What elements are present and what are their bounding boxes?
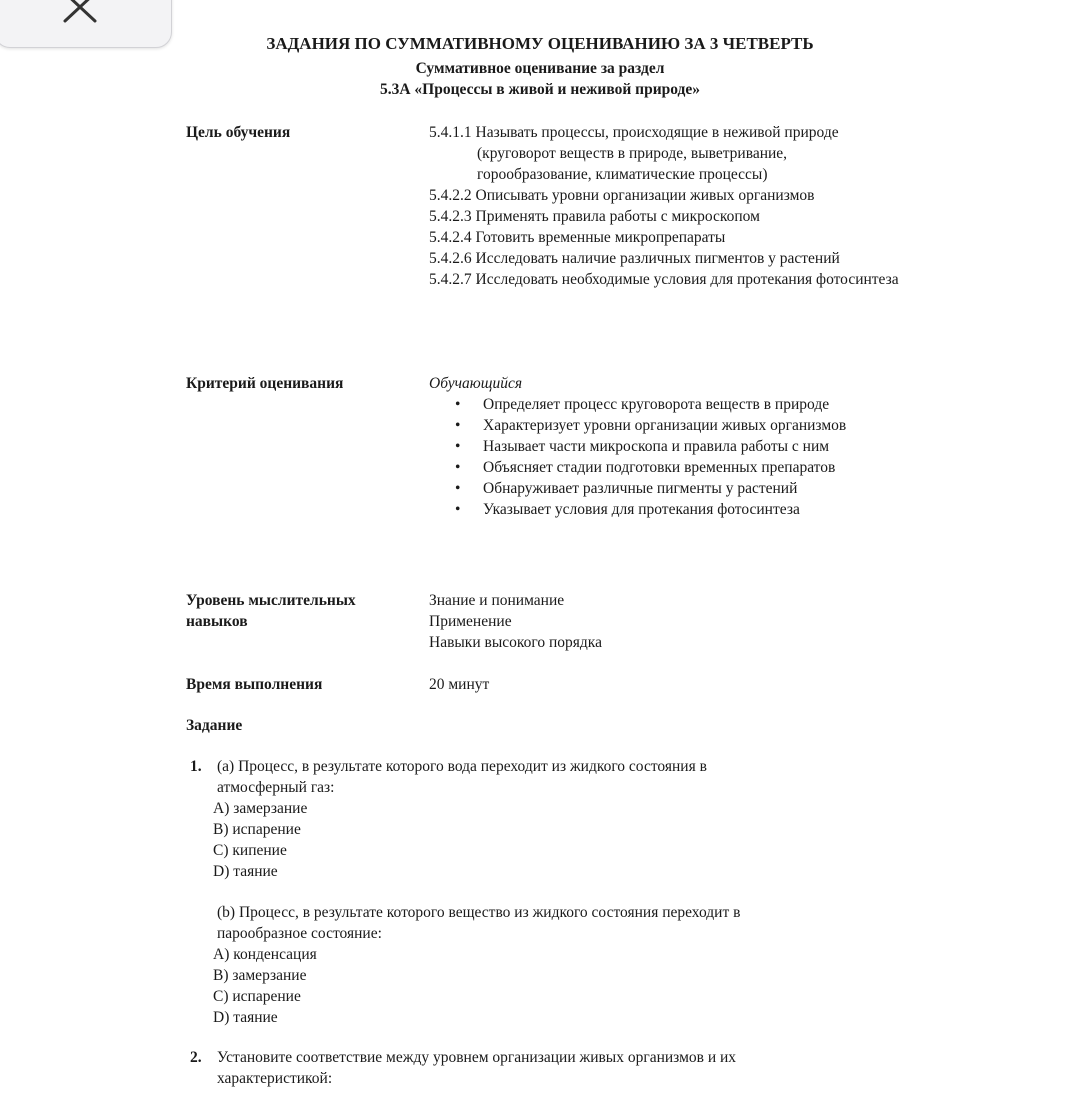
- skill-item: Применение: [429, 613, 512, 630]
- answer-option: A) замерзание: [213, 800, 308, 817]
- skills-label-line: навыков: [186, 613, 248, 630]
- answer-option: C) кипение: [213, 842, 287, 859]
- criteria-intro: Обучающийся: [429, 375, 523, 392]
- question-number: 2.: [190, 1049, 202, 1066]
- question-1a-text: [217, 756, 906, 798]
- option-list: [213, 798, 906, 882]
- criteria-item: • Характеризует уровни организации живых организмов: [429, 415, 896, 436]
- question-line: (b) Процесс, в результате которого вещество из жидкого состояния переходит в: [217, 904, 741, 921]
- goal-item: 5.4.2.4 Готовить временные микропрепараты: [429, 229, 726, 246]
- question-line: атмосферный газ:: [217, 779, 335, 796]
- question-line: Установите соответствие между уровнем организации живых организмов и их: [217, 1049, 737, 1066]
- criteria-label: Критерий оценивания: [186, 375, 344, 392]
- question-line: парообразное состояние:: [217, 925, 382, 942]
- skills-label-line: Уровень мыслительных: [186, 592, 356, 609]
- skill-item: Знание и понимание: [429, 592, 565, 609]
- goal-item: 5.4.2.3 Применять правила работы с микроскопом: [429, 208, 760, 225]
- answer-option: D) таяние: [213, 1009, 278, 1026]
- question-line: (a) Процесс, в результате которого вода переходит из жидкого состояния в: [217, 758, 707, 775]
- goal-item: 5.4.2.7 Исследовать необходимые условия для протекания фотосинтеза: [429, 271, 899, 288]
- goals-label: Цель обучения: [186, 124, 291, 141]
- goal-item: 5.4.1.1 Называть процессы, происходящие в неживой природе (круговорот веществ в природе, выветривание, горообразование, климатические процессы): [429, 124, 839, 183]
- criteria-item: • Обнаруживает различные пигменты у растений: [429, 478, 896, 499]
- question-line: характеристикой:: [217, 1070, 333, 1087]
- answer-option: C) испарение: [213, 988, 301, 1005]
- question-1b-text: [217, 902, 906, 944]
- goal-item: 5.4.2.6 Исследовать наличие различных пигментов у растений: [429, 250, 840, 267]
- answer-option: B) испарение: [213, 821, 301, 838]
- answer-option: D) таяние: [213, 863, 278, 880]
- document-subtitle: Суммативное оценивание за раздел: [415, 60, 665, 77]
- time-label: Время выполнения: [186, 676, 323, 693]
- task-label: Задание: [186, 717, 243, 734]
- criteria-list: [429, 394, 896, 520]
- question-1: [186, 756, 906, 882]
- criteria-item: • Называет части микроскопа и правила работы с ним: [429, 436, 896, 457]
- question-2: [186, 1047, 906, 1089]
- document-section: 5.3А «Процессы в живой и неживой природе»: [379, 81, 701, 98]
- skills-list: [429, 590, 899, 653]
- answer-option: B) замерзание: [213, 967, 307, 984]
- option-list: [213, 944, 906, 1028]
- criteria-item: • Указывает условия для протекания фотосинтеза: [429, 499, 896, 520]
- criteria-item: • Определяет процесс круговорота веществ в природе: [429, 394, 896, 415]
- skills-label: [186, 590, 406, 632]
- skill-item: Навыки высокого порядка: [429, 634, 602, 651]
- goal-item: 5.4.2.2 Описывать уровни организации живых организмов: [429, 187, 815, 204]
- goals-list: [429, 122, 899, 290]
- answer-option: A) конденсация: [213, 946, 317, 963]
- question-number: 1.: [190, 758, 202, 775]
- question-1b: [186, 902, 906, 1028]
- time-value: 20 минут: [429, 676, 490, 693]
- question-2-text: [217, 1047, 906, 1089]
- criteria-block: [429, 373, 896, 520]
- criteria-item: • Объясняет стадии подготовки временных препаратов: [429, 457, 896, 478]
- document-title: ЗАДАНИЯ ПО СУММАТИВНОМУ ОЦЕНИВАНИЮ ЗА 3 ЧЕТВЕРТЬ: [266, 34, 814, 53]
